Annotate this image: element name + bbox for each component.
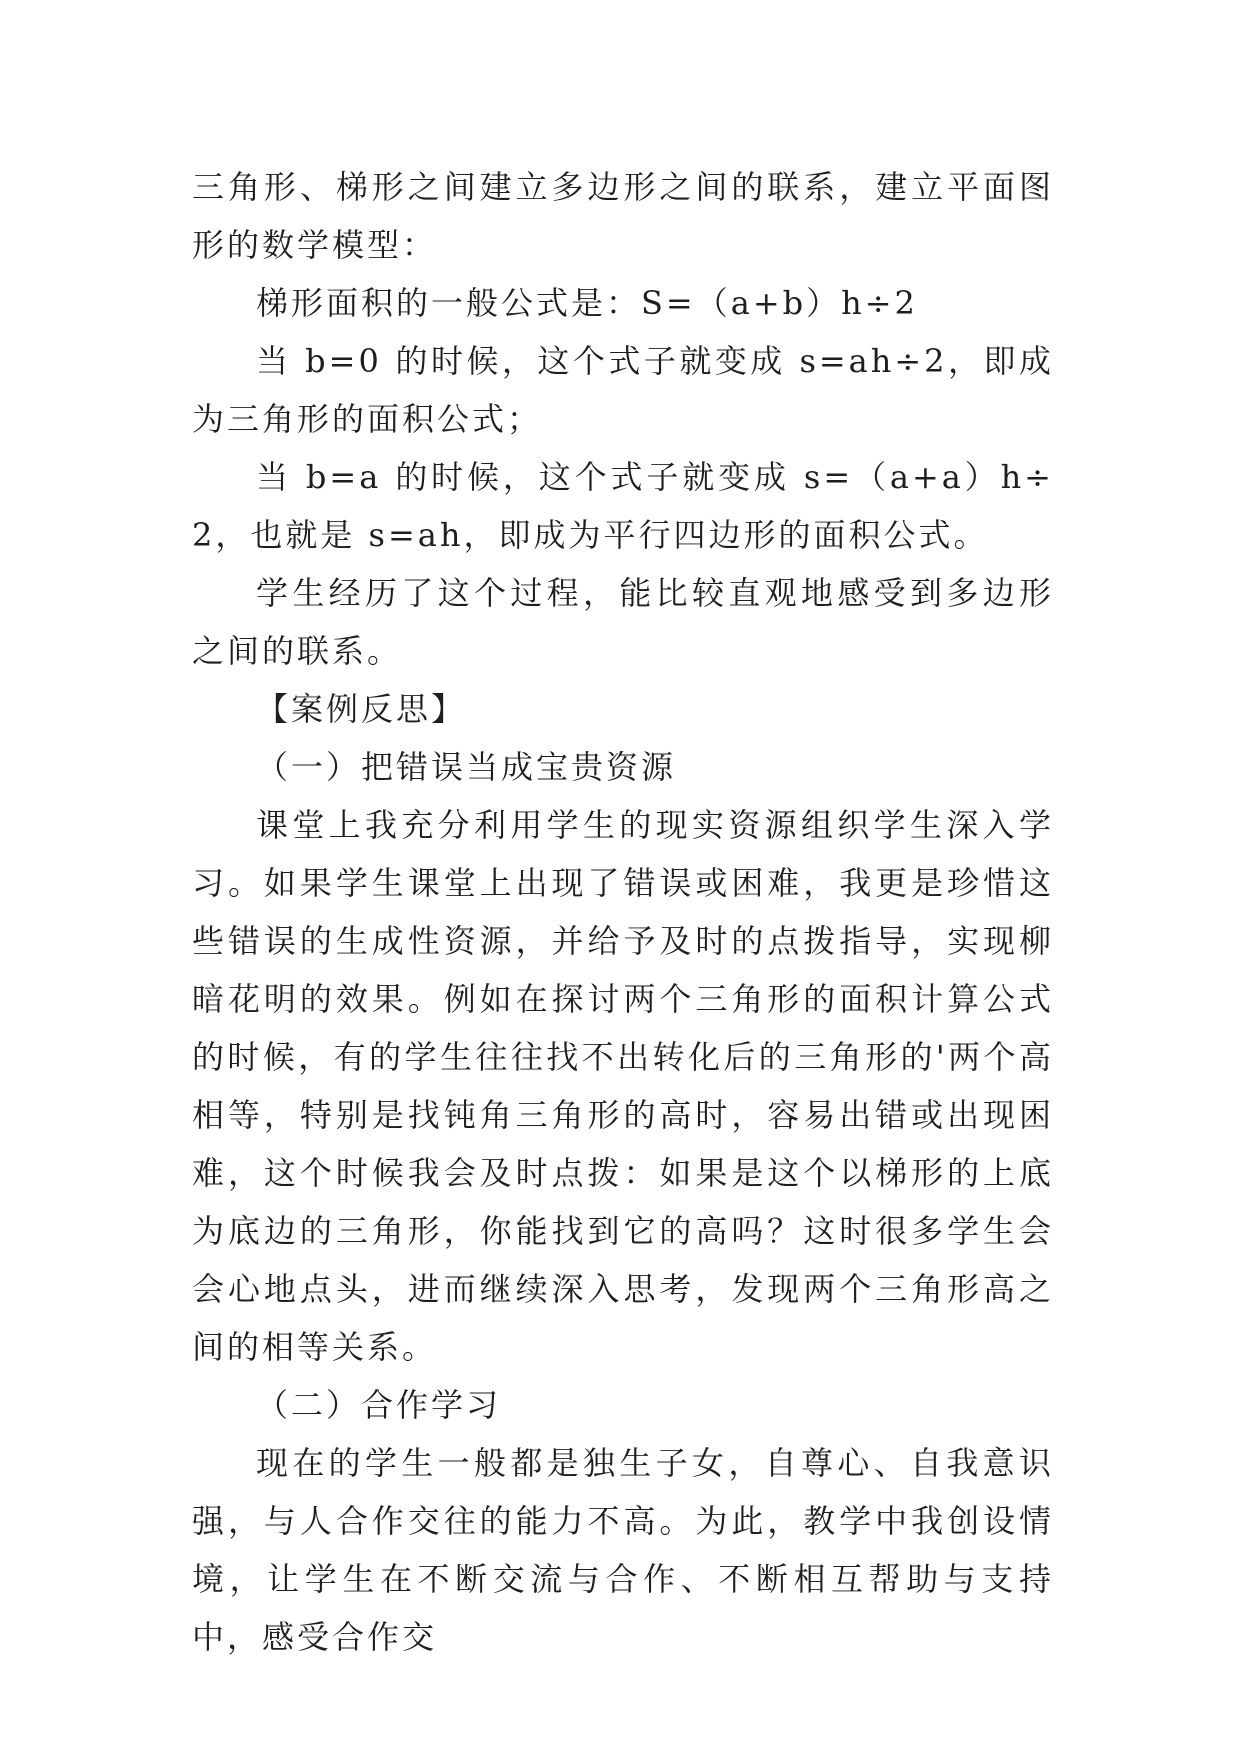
document-body [192,158,1054,1666]
paragraph-b-equals-a: 当 b=a 的时候，这个式子就变成 s=（a+a）h÷2，也就是 s=ah，即成为平行四边形的面积公式。 [192,458,1054,554]
paragraph-cooperative-body: 现在的学生一般都是独生子女，自尊心、自我意识强，与人合作交往的能力不高。为此，教学中我创设情境，让学生在不断交流与合作、不断相互帮助与支持中，感受合作交 [192,1444,1054,1656]
subheading-cooperative-learning: （二）合作学习 [256,1386,502,1424]
subheading-mistakes-as-resources: （一）把错误当成宝贵资源 [256,748,677,786]
paragraph-b-equals-zero: 当 b=0 的时候，这个式子就变成 s=ah÷2，即成为三角形的面积公式； [192,342,1054,438]
paragraph-mistakes-body: 课堂上我充分利用学生的现实资源组织学生深入学习。如果学生课堂上出现了错误或困难，我更是珍惜这些错误的生成性资源，并给予及时的点拨指导，实现柳暗花明的效果。例如在探讨两个三角形的面积计算公式的时候，有的学生往往找不出转化后的三角形的'两个高相等，特别是找钝角三角形的高时，容易出错或出现困难，这个时候我会及时点拨：如果是这个以梯形的上底为底边的三角形，你能找到它的高吗？这时很多学生会会心地点头，进而继续深入思考，发现两个三角形高之间的相等关系。 [192,806,1054,1366]
paragraph-continuation: 三角形、梯形之间建立多边形之间的联系，建立平面图形的数学模型： [192,168,1054,264]
paragraph-student-experience: 学生经历了这个过程，能比较直观地感受到多边形之间的联系。 [192,574,1054,670]
section-heading-case-reflection: 【案例反思】 [256,690,467,728]
paragraph-trapezoid-formula: 梯形面积的一般公式是：S=（a+b）h÷2 [256,284,918,322]
